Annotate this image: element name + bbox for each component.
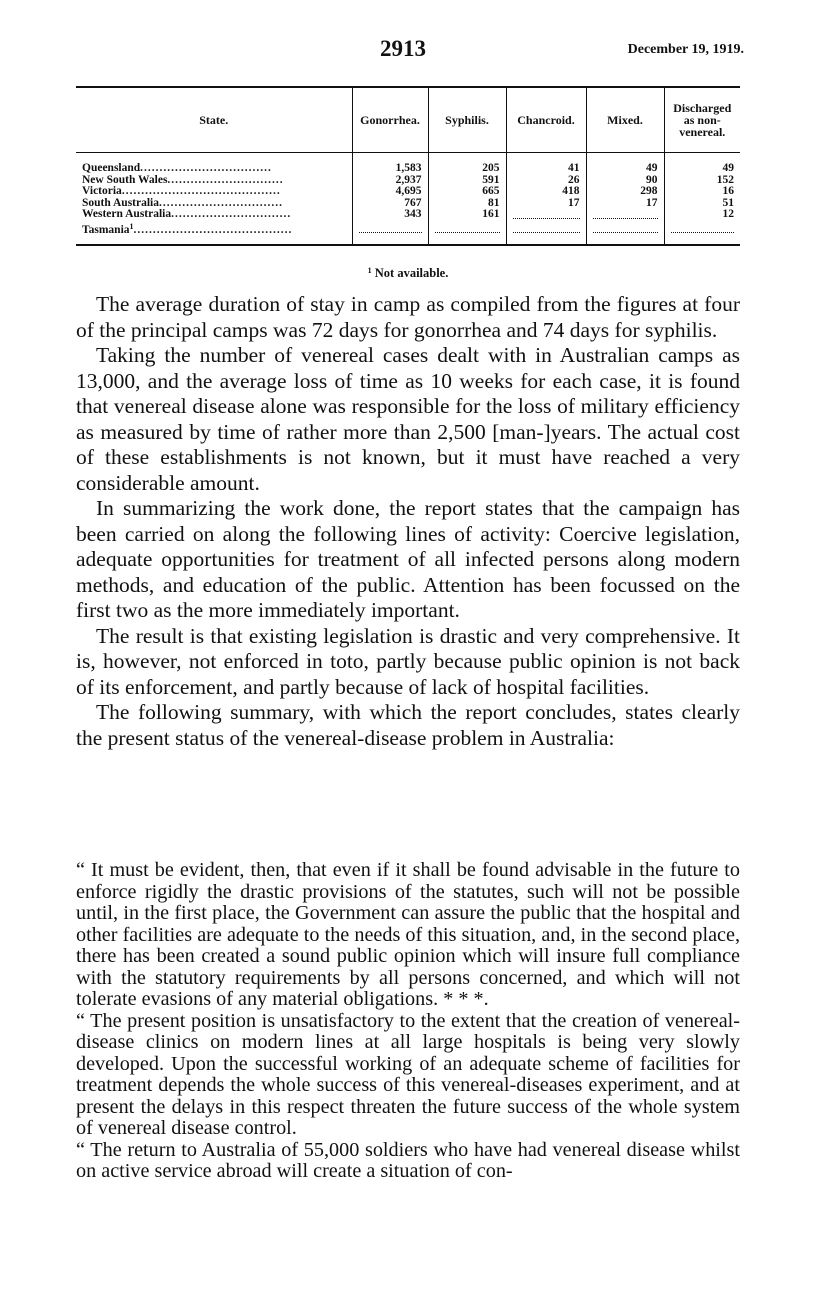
column-header-mixed: Mixed. (586, 88, 664, 153)
state-name: South Australia (82, 197, 160, 209)
mixed-cell: 17 (586, 198, 664, 210)
mixed-cell: 49 (586, 153, 664, 175)
gonorrhea-cell: 4,695 (352, 186, 428, 198)
syphilis-cell: 591 (428, 175, 506, 187)
gonorrhea-cell: 2,937 (352, 175, 428, 187)
table-row (76, 175, 740, 187)
state-name: Queensland (82, 162, 141, 174)
mixed-cell (586, 209, 664, 221)
chancroid-cell (506, 209, 586, 221)
syphilis-cell: 205 (428, 153, 506, 175)
discharged-cell: 16 (664, 186, 740, 198)
mixed-cell: 298 (586, 186, 664, 198)
paragraph: The result is that existing legislation is drastic and very comprehensive. It is, however, not enforced in toto, partly because public opinion is not back of its enforcement, and partly because of lack of hospital facilities. (76, 623, 740, 699)
quote-paragraph: “ The present position is unsatisfactory to the extent that the creation of venereal-disease clinics on modern lines at all large hospitals is being very slowly developed. Upon the successful working of an adequate scheme of facilities for treatment depends the whole success of this venereal-diseases experiment, and at present the delays in this respect threaten the future success of the whole system of venereal disease control. (76, 1009, 740, 1139)
column-header-discharged: Discharged as non-venereal. (664, 88, 740, 153)
table-row (76, 186, 740, 198)
chancroid-cell: 26 (506, 175, 586, 187)
footnote-text: Not available. (374, 266, 449, 280)
state-name: New South Wales (82, 174, 168, 186)
gonorrhea-cell: 1,583 (352, 153, 428, 175)
chancroid-cell: 17 (506, 198, 586, 210)
syphilis-cell: 161 (428, 209, 506, 221)
discharged-cell: 152 (664, 175, 740, 187)
state-name: Victoria (82, 186, 122, 197)
discharged-cell (664, 221, 740, 245)
state-cell: South Australia................................ (82, 197, 284, 209)
chancroid-cell (506, 221, 586, 245)
syphilis-cell (428, 221, 506, 245)
gonorrhea-cell (352, 221, 428, 245)
paragraph: In summarizing the work done, the report states that the campaign has been carried on along the following lines of activity: Coercive legislation, adequate opportunities for treatment of all infected persons along modern methods, and education of the public. Attention has been focussed on the first two as the more immediately important. (76, 496, 740, 622)
table-row (76, 198, 740, 210)
state-cell: Victoria......................................... (82, 186, 281, 197)
table-footnote (0, 266, 816, 281)
paragraph: Taking the number of venereal cases dealt with in Australian camps as 13,000, and the average loss of time as 10 weeks for each case, it is found that venereal disease alone was responsible for the loss of military efficiency as measured by time of rather more than 2,500 [man-]years. The actual cost of these establishments is not known, but it must have reached a very considerable amount. (76, 343, 740, 495)
table-row (76, 153, 740, 175)
table-row (76, 209, 740, 221)
chancroid-cell: 418 (506, 186, 586, 198)
table-row (76, 221, 740, 245)
discharged-cell: 49 (664, 153, 740, 175)
syphilis-cell: 665 (428, 186, 506, 198)
report-quotation (76, 860, 740, 1183)
paragraph: The average duration of stay in camp as compiled from the figures at four of the principal camps was 72 days for gonorrhea and 74 days for syphilis. (76, 292, 740, 342)
quote-paragraph: “ It must be evident, then, that even if it shall be found advisable in the future to enforce rigidly the drastic provisions of the statutes, such will not be possible until, in the first place, the Government can assure the public that the hospital and other facilities are adequate to the needs of this situation, and, in the second place, there has been created a sound public opinion which will insure full compliance with the statutory requirements by all persons concerned, and which will not tolerate evasions of any material obligations. * * *. (76, 859, 740, 1010)
state-cell: Western Australia............................... (82, 209, 292, 220)
page-number: 2913 (380, 36, 426, 61)
page-date: December 19, 1919. (627, 42, 744, 57)
state-name: Tasmania (82, 223, 130, 236)
footnote-marker: 1 (129, 221, 134, 231)
state-cell: Queensland.................................. (82, 162, 272, 174)
body-text (76, 292, 740, 751)
table-header-row (76, 88, 740, 153)
chancroid-cell: 41 (506, 153, 586, 175)
column-header-gonorrhea: Gonorrhea. (352, 88, 428, 153)
gonorrhea-cell: 767 (352, 198, 428, 210)
column-header-state: State. (76, 88, 352, 153)
state-name: Western Australia (82, 209, 172, 220)
gonorrhea-cell: 343 (352, 209, 428, 221)
paragraph: The following summary, with which the report concludes, states clearly the present status of the venereal-disease problem in Australia: (76, 700, 740, 750)
venereal-cases-table (76, 86, 740, 246)
syphilis-cell: 81 (428, 198, 506, 210)
mixed-cell: 90 (586, 175, 664, 187)
discharged-cell: 51 (664, 198, 740, 210)
state-cell: Tasmania$^1$......................................... (82, 221, 293, 236)
footnote-mark: 1 (367, 266, 372, 275)
discharged-cell: 12 (664, 209, 740, 221)
column-header-chancroid: Chancroid. (506, 88, 586, 153)
mixed-cell (586, 221, 664, 245)
quote-paragraph: “ The return to Australia of 55,000 soldiers who have had venereal disease whilst on active service abroad will create a situation of con- (76, 1138, 740, 1182)
column-header-syphilis: Syphilis. (428, 88, 506, 153)
state-cell: New South Wales.............................. (82, 174, 284, 186)
